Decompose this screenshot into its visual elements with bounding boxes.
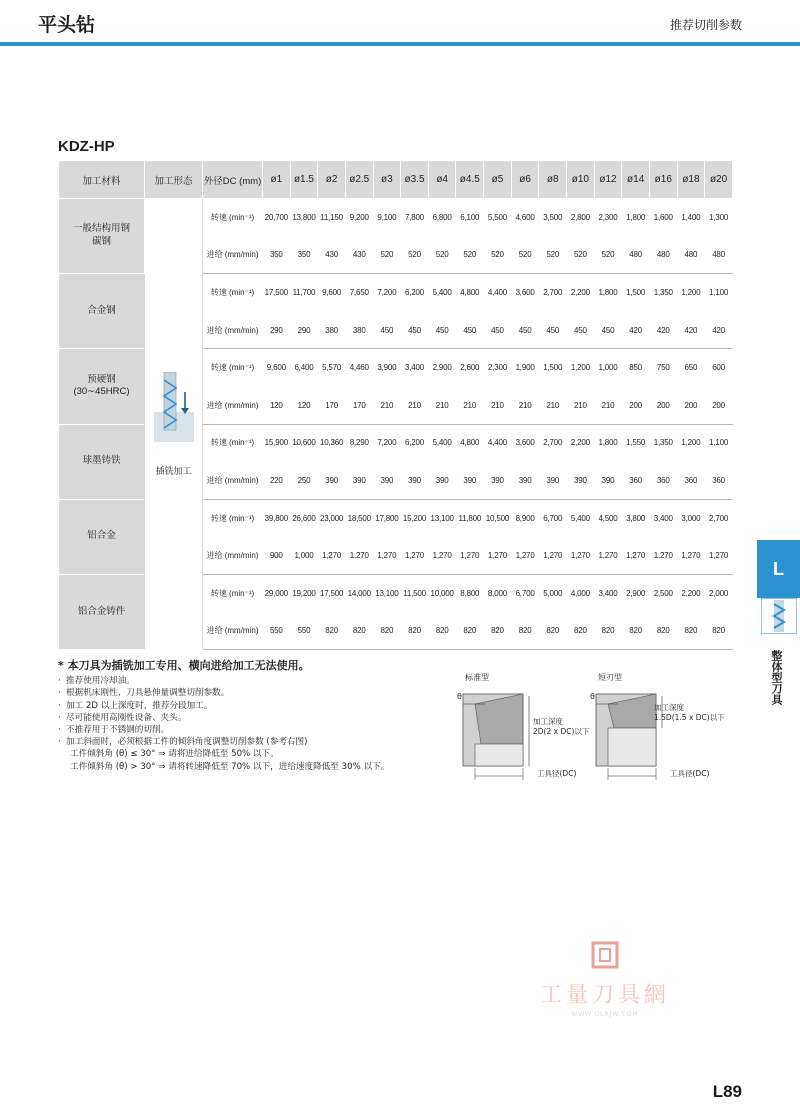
table-row [59,199,733,237]
feed-value: 520 [511,236,539,274]
feed-value: 520 [428,236,456,274]
rpm-value: 1,100 [705,274,733,312]
rpm-value: 9,200 [345,199,373,237]
rpm-value: 7,650 [345,274,373,312]
rpm-value: 6,100 [456,199,484,237]
feed-value: 1,270 [428,537,456,575]
rpm-value: 11,700 [290,274,318,312]
feed-value: 820 [428,612,456,650]
rpm-value: 6,800 [428,199,456,237]
rpm-value: 8,900 [511,499,539,537]
rpm-value: 9,100 [373,199,401,237]
rpm-value: 2,900 [622,574,650,612]
feed-value: 820 [345,612,373,650]
rpm-value: 1,100 [705,424,733,462]
rpm-value: 3,600 [511,424,539,462]
section-label: 推荐切削参数 [669,18,742,32]
feed-value: 450 [539,311,567,349]
rpm-value: 8,290 [345,424,373,462]
rpm-value: 1,400 [677,199,705,237]
solid-tool-icon [761,598,797,634]
feed-value: 520 [594,236,622,274]
material-name: 一般结构用钢 碳钢 [59,199,145,274]
feed-value: 350 [263,236,291,274]
feed-value: 520 [401,236,429,274]
feed-value: 210 [428,386,456,424]
feed-value: 1,270 [705,537,733,575]
feed-value: 1,270 [677,537,705,575]
feed-label: 进给 (mm/min) [203,537,263,575]
rpm-value: 1,200 [567,349,595,387]
rpm-value: 10,600 [290,424,318,462]
rpm-value: 39,800 [263,499,291,537]
rpm-value: 1,800 [594,274,622,312]
rpm-value: 2,200 [567,274,595,312]
rpm-value: 5,400 [567,499,595,537]
feed-value: 820 [484,612,512,650]
rpm-label: 转速 (min⁻¹) [203,199,263,237]
diameter-header: ø5 [484,161,512,199]
rpm-value: 6,200 [401,424,429,462]
feed-value: 170 [345,386,373,424]
feed-value: 360 [705,462,733,500]
rpm-value: 4,400 [484,274,512,312]
feed-value: 820 [456,612,484,650]
feed-value: 390 [373,462,401,500]
feed-value: 520 [373,236,401,274]
notes-section [58,660,478,773]
feed-label: 进给 (mm/min) [203,612,263,650]
diameter-header: ø8 [539,161,567,199]
rpm-value: 2,700 [705,499,733,537]
rpm-value: 5,500 [484,199,512,237]
diagram-caption: 标准型 [465,673,489,682]
feed-value: 480 [705,236,733,274]
feed-label: 进给 (mm/min) [203,236,263,274]
rpm-value: 29,000 [263,574,291,612]
feed-value: 1,270 [594,537,622,575]
feed-value: 820 [373,612,401,650]
cutting-parameters-table [58,160,733,650]
diameter-header: ø6 [511,161,539,199]
feed-value: 210 [567,386,595,424]
feed-value: 1,270 [567,537,595,575]
feed-value: 480 [677,236,705,274]
note-item: · 推荐使用冷却油。 [58,675,478,687]
feed-value: 820 [401,612,429,650]
rpm-value: 7,200 [373,274,401,312]
rpm-value: 1,550 [622,424,650,462]
feed-value: 820 [539,612,567,650]
dc-label: 工具径(DC) [670,769,710,778]
feed-value: 200 [677,386,705,424]
rpm-value: 8,800 [456,574,484,612]
feed-value: 210 [511,386,539,424]
rpm-value: 2,000 [705,574,733,612]
note-item: · 尽可能使用高刚性设备、夹头。 [58,712,478,724]
dc-label: 工具径(DC) [537,769,577,778]
feed-value: 550 [263,612,291,650]
rpm-value: 17,800 [373,499,401,537]
rpm-value: 1,900 [511,349,539,387]
rpm-value: 10,360 [318,424,346,462]
feed-value: 480 [622,236,650,274]
feed-value: 450 [594,311,622,349]
diameter-header: ø16 [649,161,677,199]
rpm-value: 1,200 [677,424,705,462]
feed-value: 820 [622,612,650,650]
rpm-value: 3,400 [649,499,677,537]
diameter-header: ø2 [318,161,346,199]
rpm-value: 10,500 [484,499,512,537]
feed-value: 390 [567,462,595,500]
rpm-value: 9,600 [263,349,291,387]
rpm-label: 转速 (min⁻¹) [203,349,263,387]
feed-value: 360 [649,462,677,500]
depth-label-2: 2D(2 x DC)以下 [533,727,590,736]
rpm-value: 1,000 [594,349,622,387]
feed-label: 进给 (mm/min) [203,311,263,349]
machining-form-cell [145,199,203,650]
feed-value: 1,270 [373,537,401,575]
feed-value: 120 [263,386,291,424]
rpm-value: 4,400 [484,424,512,462]
rpm-value: 18,500 [345,499,373,537]
diagram-short [588,672,738,782]
rpm-value: 11,800 [456,499,484,537]
feed-value: 820 [567,612,595,650]
feed-value: 390 [428,462,456,500]
feed-value: 450 [511,311,539,349]
rpm-value: 6,200 [401,274,429,312]
diameter-header: ø3 [373,161,401,199]
rpm-value: 3,000 [677,499,705,537]
feed-value: 170 [318,386,346,424]
rpm-value: 3,400 [401,349,429,387]
feed-value: 360 [622,462,650,500]
rpm-value: 10,000 [428,574,456,612]
rpm-value: 2,700 [539,424,567,462]
diagram-caption: 短刃型 [598,673,622,682]
page-number: L89 [712,1082,742,1101]
depth-label-1: 加工深度 [654,703,684,712]
rpm-value: 650 [677,349,705,387]
rpm-value: 3,500 [539,199,567,237]
rpm-value: 9,600 [318,274,346,312]
feed-value: 450 [567,311,595,349]
rpm-value: 26,600 [290,499,318,537]
material-name: 球墨铸铁 [59,424,145,499]
feed-value: 420 [705,311,733,349]
rpm-value: 2,800 [567,199,595,237]
watermark [540,940,670,1018]
rpm-value: 4,500 [594,499,622,537]
rpm-value: 6,400 [290,349,318,387]
feed-label: 进给 (mm/min) [203,462,263,500]
feed-value: 390 [318,462,346,500]
rpm-label: 转速 (min⁻¹) [203,424,263,462]
feed-value: 450 [373,311,401,349]
rpm-value: 850 [622,349,650,387]
rpm-value: 4,800 [456,424,484,462]
rpm-value: 23,000 [318,499,346,537]
feed-value: 390 [345,462,373,500]
rpm-value: 11,500 [401,574,429,612]
rpm-value: 3,900 [373,349,401,387]
section-tab-l[interactable]: L [757,540,800,598]
feed-value: 210 [594,386,622,424]
rpm-value: 5,000 [539,574,567,612]
feed-value: 1,270 [456,537,484,575]
feed-value: 390 [511,462,539,500]
feed-value: 350 [290,236,318,274]
feed-value: 1,270 [622,537,650,575]
rpm-value: 5,400 [428,424,456,462]
rpm-value: 4,460 [345,349,373,387]
rpm-label: 转速 (min⁻¹) [203,274,263,312]
diameter-header: ø1.5 [290,161,318,199]
depth-label-2: 1.5D(1.5 x DC)以下 [654,713,725,722]
rpm-value: 1,300 [705,199,733,237]
feed-value: 450 [401,311,429,349]
feed-value: 210 [401,386,429,424]
note-item: · 不推荐用于不锈钢的切削。 [58,724,478,736]
side-category-label: 整体型刀具 [770,650,783,705]
feed-value: 210 [373,386,401,424]
feed-value: 210 [456,386,484,424]
rpm-value: 1,350 [649,274,677,312]
diagram-standard [455,672,605,782]
rpm-value: 4,600 [511,199,539,237]
feed-value: 210 [484,386,512,424]
feed-value: 390 [401,462,429,500]
feed-value: 520 [484,236,512,274]
diameter-header: ø3.5 [401,161,429,199]
feed-value: 820 [318,612,346,650]
rpm-value: 5,400 [428,274,456,312]
diameter-header: ø10 [567,161,595,199]
rpm-value: 2,500 [649,574,677,612]
rpm-value: 17,500 [318,574,346,612]
watermark-url: WWW.GLRJW.COM [571,1011,639,1018]
theta-label: θ [590,692,595,701]
feed-value: 390 [456,462,484,500]
notes-heading: * 本刀具为插铣加工专用、横向进给加工无法使用。 [58,659,310,672]
feed-value: 380 [318,311,346,349]
feed-value: 390 [484,462,512,500]
rpm-value: 11,150 [318,199,346,237]
feed-value: 380 [345,311,373,349]
rpm-value: 13,800 [290,199,318,237]
feed-value: 220 [263,462,291,500]
feed-value: 520 [539,236,567,274]
model-name: KDZ-HP [58,138,115,155]
rpm-value: 15,200 [401,499,429,537]
rpm-value: 15,900 [263,424,291,462]
diameter-header: ø2.5 [345,161,373,199]
feed-value: 1,270 [401,537,429,575]
rpm-value: 3,400 [594,574,622,612]
page-title: 平头钻 [38,14,96,36]
rpm-value: 6,700 [511,574,539,612]
diameter-header: ø1 [263,161,291,199]
rpm-value: 13,100 [428,499,456,537]
feed-value: 1,270 [539,537,567,575]
rpm-value: 2,200 [677,574,705,612]
rpm-value: 2,200 [567,424,595,462]
header-diameter: 外径DC (mm) [203,161,263,199]
rpm-value: 5,570 [318,349,346,387]
rpm-value: 19,200 [290,574,318,612]
table-header-row [59,161,733,199]
rpm-label: 转速 (min⁻¹) [203,499,263,537]
rpm-value: 1,600 [649,199,677,237]
diameter-header: ø12 [594,161,622,199]
rpm-value: 7,200 [373,424,401,462]
diameter-header: ø4 [428,161,456,199]
feed-value: 390 [594,462,622,500]
feed-value: 420 [622,311,650,349]
rpm-value: 3,800 [622,499,650,537]
diameter-header: ø20 [705,161,733,199]
feed-value: 290 [290,311,318,349]
feed-value: 480 [649,236,677,274]
feed-value: 420 [649,311,677,349]
feed-value: 1,000 [290,537,318,575]
standard-diagram-drawing [455,682,605,792]
header-form: 加工形态 [145,161,203,199]
rpm-value: 3,600 [511,274,539,312]
depth-label-1: 加工深度 [533,717,563,726]
rpm-value: 7,800 [401,199,429,237]
feed-value: 390 [539,462,567,500]
rpm-value: 1,800 [622,199,650,237]
feed-value: 250 [290,462,318,500]
material-name: 铝合金 [59,499,145,574]
feed-label: 进给 (mm/min) [203,386,263,424]
rpm-value: 4,800 [456,274,484,312]
machining-form-label: 插铣加工 [155,465,192,476]
rpm-value: 6,700 [539,499,567,537]
feed-value: 1,270 [649,537,677,575]
feed-value: 1,270 [345,537,373,575]
rpm-value: 750 [649,349,677,387]
watermark-logo-icon [590,940,620,970]
feed-value: 820 [677,612,705,650]
rpm-value: 1,800 [594,424,622,462]
rpm-value: 20,700 [263,199,291,237]
rpm-value: 14,000 [345,574,373,612]
diameter-header: ø4.5 [456,161,484,199]
material-name: 铝合金铸件 [59,574,145,649]
note-subitem: 工件倾斜角 (θ) ≤ 30° ⇒ 请将进给降低至 50% 以下。 [70,749,279,760]
feed-value: 200 [622,386,650,424]
rpm-value: 1,500 [539,349,567,387]
plunge-milling-icon [154,372,194,442]
feed-value: 820 [511,612,539,650]
feed-value: 820 [705,612,733,650]
rpm-value: 13,100 [373,574,401,612]
feed-value: 290 [263,311,291,349]
rpm-value: 17,500 [263,274,291,312]
feed-value: 520 [456,236,484,274]
feed-value: 520 [567,236,595,274]
diameter-header: ø18 [677,161,705,199]
rpm-value: 600 [705,349,733,387]
feed-value: 1,270 [511,537,539,575]
rpm-value: 2,300 [594,199,622,237]
watermark-name: 工量刀具網 [540,983,671,1008]
rpm-value: 1,200 [677,274,705,312]
feed-value: 210 [539,386,567,424]
header-material: 加工材料 [59,161,145,199]
feed-value: 200 [705,386,733,424]
feed-value: 450 [456,311,484,349]
feed-value: 120 [290,386,318,424]
feed-value: 820 [649,612,677,650]
feed-value: 1,270 [318,537,346,575]
note-subitem: 工件倾斜角 (θ) > 30° ⇒ 请将转速降低至 70% 以下，进给速度降低至 30% 以下。 [70,761,390,772]
rpm-value: 2,700 [539,274,567,312]
rpm-value: 1,500 [622,274,650,312]
rpm-value: 4,000 [567,574,595,612]
short-diagram-drawing [588,682,738,792]
rpm-value: 2,900 [428,349,456,387]
rpm-label: 转速 (min⁻¹) [203,574,263,612]
note-item: · 加工 2D 以上深度时，推荐分段加工。 [58,700,478,712]
feed-value: 420 [677,311,705,349]
feed-value: 450 [428,311,456,349]
feed-value: 550 [290,612,318,650]
feed-value: 900 [263,537,291,575]
theta-label: θ [457,692,462,701]
diameter-header: ø14 [622,161,650,199]
note-item: · 根据机床刚性、刀具悬伸量调整切削参数。 [58,687,478,699]
rpm-value: 8,000 [484,574,512,612]
feed-value: 430 [345,236,373,274]
material-name: 合金钢 [59,274,145,349]
feed-value: 1,270 [484,537,512,575]
note-item: · 加工斜面时，必须根据工件的倾斜角度调整切削参数 (参考右图) [58,736,478,748]
material-name: 预硬钢 (30∼45HRC) [59,349,145,424]
feed-value: 360 [677,462,705,500]
feed-value: 430 [318,236,346,274]
page-header [0,0,800,46]
rpm-value: 2,600 [456,349,484,387]
feed-value: 820 [594,612,622,650]
rpm-value: 2,300 [484,349,512,387]
rpm-value: 1,350 [649,424,677,462]
feed-value: 450 [484,311,512,349]
feed-value: 200 [649,386,677,424]
